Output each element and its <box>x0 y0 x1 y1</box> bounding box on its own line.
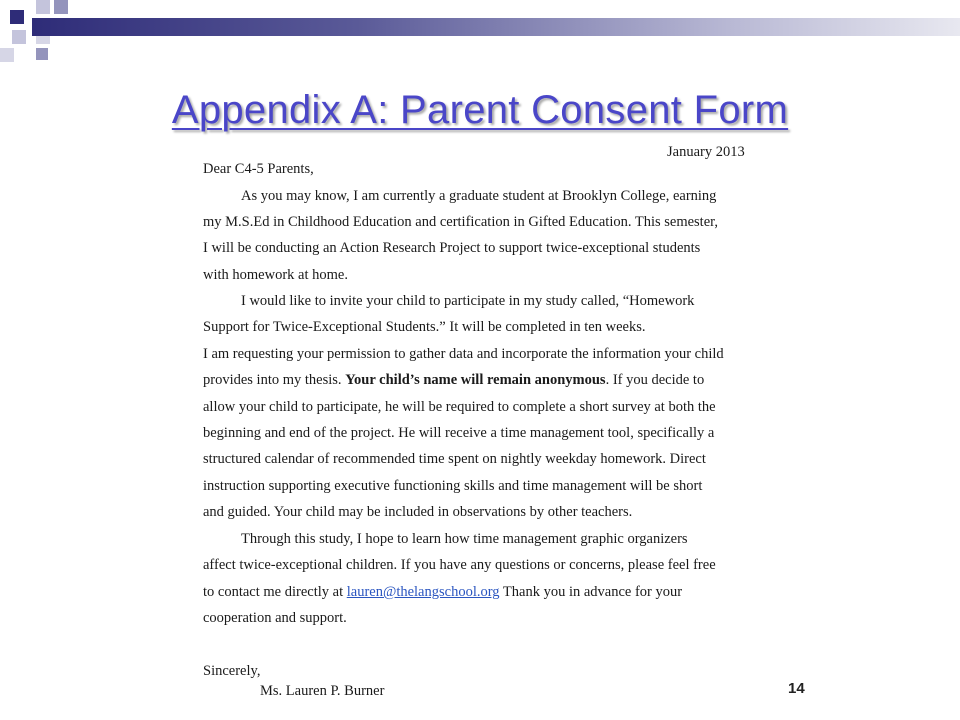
letter-line <box>203 584 682 601</box>
corner-square-navy <box>10 10 24 24</box>
letter-line: As you may know, I am currently a graduate student at Brooklyn College, earning <box>241 188 717 204</box>
text-fragment: Thank you in advance for your <box>499 584 683 600</box>
letter-line: I would like to invite your child to participate in my study called, “Homework <box>241 293 695 309</box>
corner-square-light <box>36 0 50 14</box>
email-link[interactable]: lauren@thelangschool.org <box>346 584 500 600</box>
closing: Sincerely, <box>203 663 261 679</box>
letter-line: and guided. Your child may be included in observations by other teachers. <box>203 504 633 520</box>
anonymity-statement: Your child’s name will remain anonymous <box>345 372 606 388</box>
letter-line: with homework at home. <box>203 267 348 283</box>
corner-square-mid-2 <box>36 48 48 60</box>
letter-line: Through this study, I hope to learn how time management graphic organizers <box>241 531 688 547</box>
text-fragment: to contact me directly at <box>203 584 347 600</box>
corner-square-light-4 <box>0 48 14 62</box>
text-fragment: provides into my thesis. <box>203 372 346 388</box>
letter-line: my M.S.Ed in Childhood Education and certification in Gifted Education. This semester, <box>203 214 719 230</box>
slide-title[interactable]: Appendix A: Parent Consent Form <box>171 88 789 132</box>
letter-line: I am requesting your permission to gather data and incorporate the information your child <box>203 346 724 362</box>
letter-line: structured calendar of recommended time spent on nightly weekday homework. Direct <box>203 451 706 467</box>
text-fragment: . If you decide to <box>605 372 705 388</box>
page-number: 14 <box>788 680 805 697</box>
letter-date: January 2013 <box>667 144 745 160</box>
letter-line: affect twice-exceptional children. If you have any questions or concerns, please feel free <box>203 557 716 573</box>
letter-line: beginning and end of the project. He will receive a time management tool, specifically a <box>203 425 715 441</box>
letter-line: instruction supporting executive functioning skills and time management will be short <box>203 478 703 494</box>
corner-square-mid <box>54 0 68 14</box>
letter-line: allow your child to participate, he will be required to complete a short survey at both the <box>203 399 716 415</box>
letter-line: cooperation and support. <box>203 610 347 626</box>
header-gradient-bar <box>32 18 960 36</box>
letter-line: Support for Twice-Exceptional Students.” It will be completed in ten weeks. <box>203 319 646 335</box>
letter-line <box>203 372 704 389</box>
letter-line: I will be conducting an Action Research Project to support twice-exceptional students <box>203 240 701 256</box>
salutation: Dear C4-5 Parents, <box>203 161 314 177</box>
signature: Ms. Lauren P. Burner <box>260 683 385 699</box>
corner-square-light-2 <box>12 30 26 44</box>
